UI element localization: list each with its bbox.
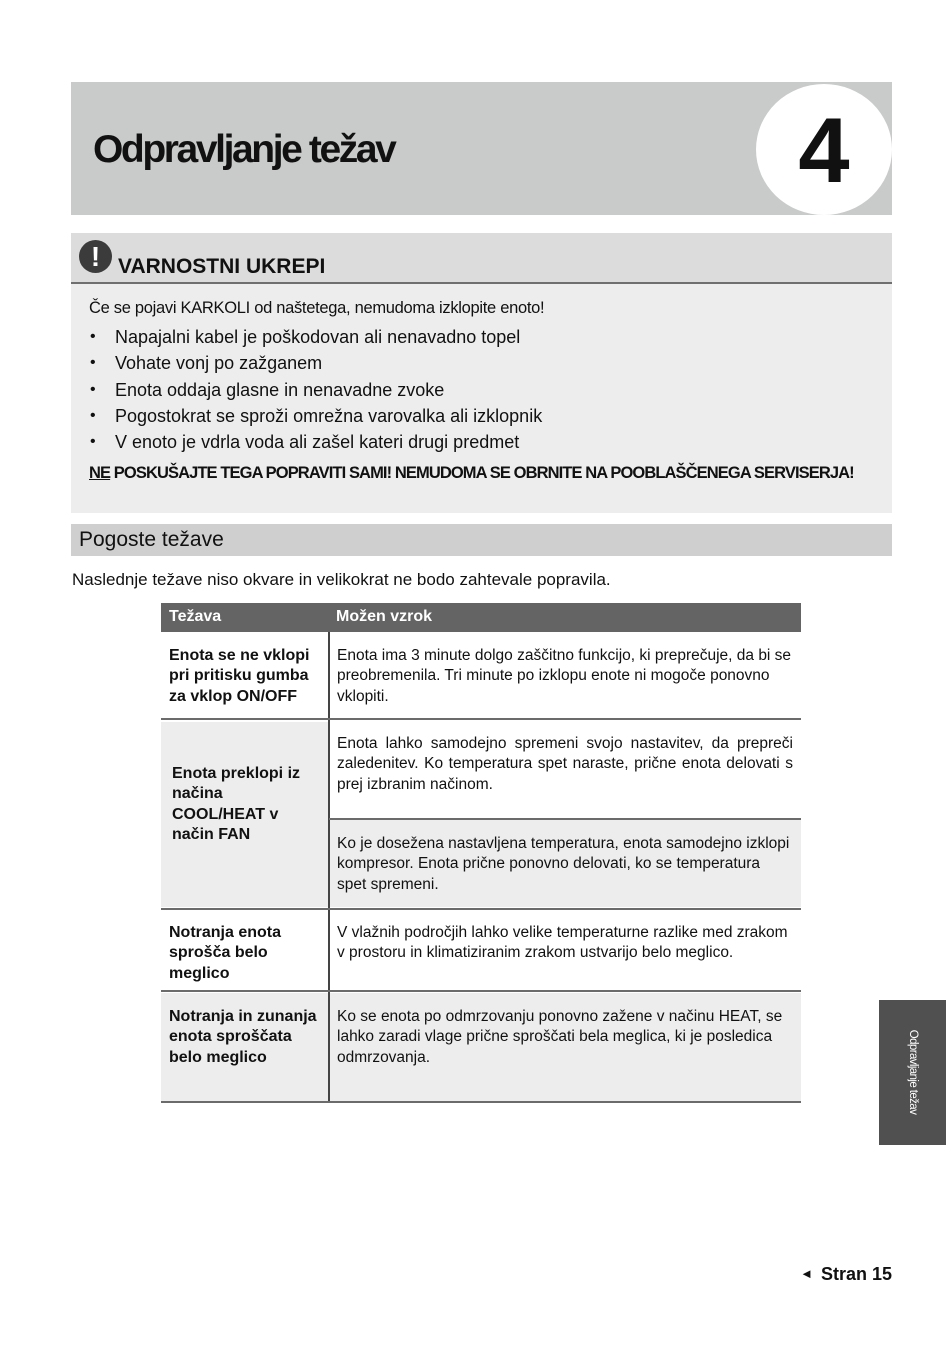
list-item: • V enoto je vdrla voda ali zašel kateri drugi predmet bbox=[88, 431, 542, 457]
section-title: Pogoste težave bbox=[79, 528, 224, 551]
table-row-cause: Ko se enota po odmrzovanju ponovno zažene v načinu HEAT, se lahko zaradi vlage prične sproščati bela meglica, ki je posledica odmrzovanja. bbox=[337, 1008, 783, 1066]
safety-list bbox=[88, 326, 542, 457]
table-row-problem: Notranja enota sprošča belo meglico bbox=[169, 924, 282, 982]
chapter-number: 4 bbox=[798, 100, 850, 202]
page-title: Odpravljanje težav bbox=[93, 128, 395, 171]
safety-title: VARNOSTNI UKREPI bbox=[118, 255, 326, 278]
row-divider bbox=[161, 718, 801, 720]
list-item: • Enota oddaja glasne in nenavadne zvoke bbox=[88, 379, 542, 405]
section-intro: Naslednje težave niso okvare in velikokrat ne bodo zahtevale popravila. bbox=[72, 570, 611, 589]
table-header-cause: Možen vzrok bbox=[336, 608, 433, 625]
row-divider bbox=[161, 908, 801, 910]
table-row-problem: Notranja in zunanja enota sproščata belo meglico bbox=[169, 1008, 317, 1066]
row-divider bbox=[329, 818, 801, 820]
table-row-cause: Enota lahko samodejno spremeni svojo nastavitev, da prepreči zaledenitev. Ko temperatura spet naraste, prične enota delovati s prej izbranim načinom. bbox=[337, 735, 793, 793]
list-item: • Vohate vonj po zažganem bbox=[88, 352, 542, 378]
table-row-problem: Enota se ne vklopi pri pritisku gumba za vklop ON/OFF bbox=[169, 647, 310, 705]
list-item: • Napajalni kabel je poškodovan ali nenavadno topel bbox=[88, 326, 542, 352]
warning-ne: NE bbox=[89, 464, 111, 482]
safety-warning bbox=[89, 462, 879, 484]
page-number: Stran 15 bbox=[820, 1264, 892, 1284]
table-header bbox=[161, 603, 801, 632]
list-item: • Pogostokrat se sproži omrežna varovalka ali izklopnik bbox=[88, 405, 542, 431]
exclamation-icon: ! bbox=[79, 240, 112, 273]
side-tab-label: Odpravljanje težav bbox=[907, 1029, 919, 1115]
table-header-problem: Težava bbox=[169, 608, 222, 625]
table-row-cause: Enota ima 3 minute dolgo zaščitno funkcijo, ki preprečuje, da bi se preobremenila. Tri minute po izklopu enote ni mogoče ponovno vklopiti. bbox=[337, 647, 792, 705]
table-row-problem: Enota preklopi iz načina COOL/HEAT v način FAN bbox=[172, 765, 301, 843]
table-bottom-line bbox=[161, 1101, 801, 1103]
table-row-cause: V vlažnih področjih lahko velike temperaturne razlike med zrakom v prostoru in klimatiziranim zrakom ustvarijo belo meglico. bbox=[337, 924, 788, 962]
page-footer bbox=[800, 1264, 892, 1285]
row-divider bbox=[161, 990, 801, 992]
safety-intro: Če se pojavi KARKOLI od naštetega, nemudoma izklopite enoto! bbox=[89, 299, 545, 317]
warning-rest: POSKUŠAJTE TEGA POPRAVITI SAMI! NEMUDOMA SE OBRNITE NA POOBLAŠČENEGA SERVISERJA! bbox=[110, 464, 854, 482]
table-row-cause: Ko je dosežena nastavljena temperatura, enota samodejno izklopi kompresor. Enota prične ponovno delovati, ko se temperatura spet spremeni. bbox=[337, 835, 790, 893]
triangle-left-icon: ◄ bbox=[800, 1266, 813, 1281]
